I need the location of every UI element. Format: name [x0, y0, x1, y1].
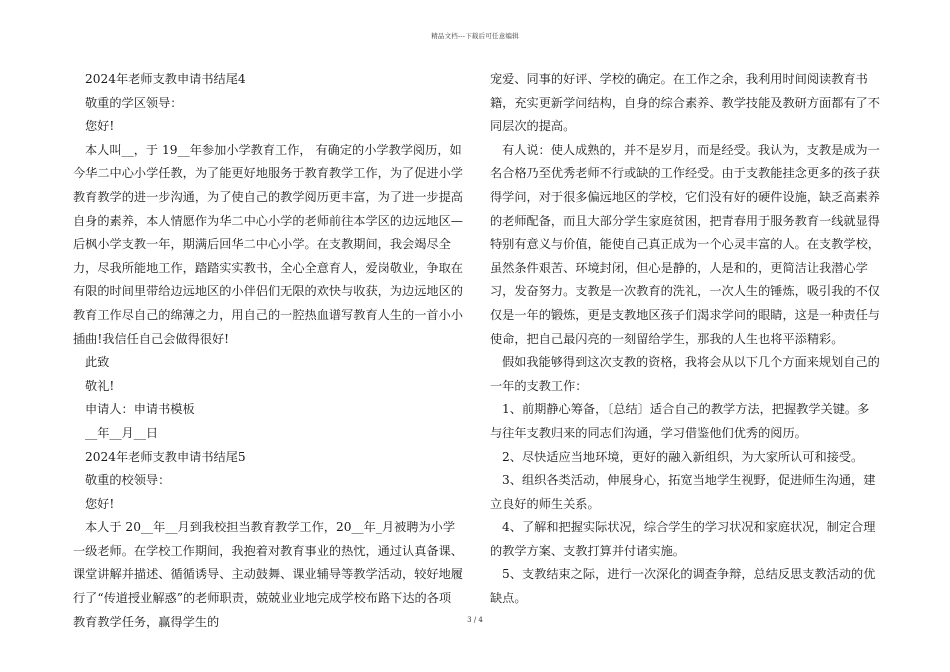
hello-5: 您好! — [85, 496, 115, 511]
greeting-5: 敬重的校领导： — [85, 473, 171, 488]
right-column — [490, 68, 880, 611]
closing-ci: 此致 — [85, 355, 110, 370]
plan-item-2: 2、尽快适应当地环境，更好的融入新组织，为大家所认可和接受。 — [502, 449, 864, 464]
plan-item-3: 3、组织各类活动，伸展身心，拓宽当地学生视野，促进师生沟通，建立良好的师生关系。 — [490, 473, 876, 511]
continued-paragraph: 宠爱、同事的好评、学校的确定。在工作之余，我利用时间阅读教育书籍，充实更新学问结构，自身的综合素养、教学技能及教研方面都有了不同层次的提高。 — [490, 72, 880, 134]
date-line: __年__月__日 — [85, 425, 159, 440]
plan-item-5: 5、支教结束之际，进行一次深化的调查争辩，总结反思支教活动的优缺点。 — [490, 567, 876, 606]
paragraph-plan-intro: 假如我能够得到这次支教的资格，我将会从以下几个方面来规划自己的一年的支教工作： — [490, 355, 880, 393]
page-number: 3 / 4 — [467, 616, 483, 624]
letter-body-4: 本人叫__，于 19__年参加小学教育工作， 有确定的小学教学阅历，如今华二中心小学任教，为了能更好地服务于教育教学工作，为了促进小学教育教学的进一步沟通，为了使自己的教学阅历更丰富，为了进一步提高自身的素养，本人情愿作为华二中心小学的老师前往本学区的边远地区—后枫小学支教一年，期满后回华二中心小学。在支教期间，我会竭尽全力，尽我所能地工作，踏踏实实教书，全心全意育人，爱岗敬业，争取在有限的时间里带给边远地区的小伴侣们无限的欢快与收获，为边远地区的教育工作尽自己的绵薄之力，用自己的一腔热血谱写教育人生的一首小小插曲!我信任自己会做得很好! — [73, 142, 463, 346]
letter-body-5: 本人于 20__年__月到我校担当教育教学工作，20__年_月被聘为小学一级老师。在学校工作期间，我抱着对教育事业的热忱，通过认真备课、课堂讲解并描述、循循诱导、主动鼓舞、课业辅导等教学活动，较好地履行了“传道授业解惑”的老师职责，兢兢业业地完成学校布路下达的各项教育教学任务，赢得学生的 — [73, 520, 463, 629]
greeting-4: 敬重的学区领导： — [85, 95, 183, 110]
left-column — [73, 68, 463, 634]
applicant-line: 申请人：申请书模板 — [85, 402, 195, 417]
letter-title-5: 2024年老师支教申请书结尾5 — [85, 449, 246, 464]
letter-title-4: 2024年老师支教申请书结尾4 — [85, 72, 246, 86]
plan-item-4: 4、了解和把握实际状况，综合学生的学习状况和家庭状况，制定合理的教学方案、支教打算并付诸实施。 — [490, 520, 876, 558]
closing-li: 敬礼! — [85, 378, 115, 393]
plan-item-1: 1、前期静心筹备，〔总结〕适合自己的教学方法，把握教学关键。多与往年支教归来的同志们沟通，学习借鉴他们优秀的阅历。 — [490, 402, 870, 440]
hello-4: 您好! — [85, 119, 115, 134]
page-header: 精品文档---下载后可任意编辑 — [431, 32, 519, 40]
paragraph-experience: 有人说：使人成熟的，并不是岁月，而是经受。我认为，支教是成为一名合格乃至优秀老师不行或缺的工作经受。由于支教能挂念更多的孩子获得学问，对于很多偏远地区的学校，它们没有好的硬件设施，缺乏高素养的老师配备，而且大部分学生家庭贫困，把青春用于服务教育一线就显得特别有意义与价值，能使自己真正成为一个心灵丰富的人。在支教学校，虽然条件艰苦、环境封闭，但心是静的，人是和的，更简洁让我潜心学习，发奋努力。支教是一次教育的洗礼，一次人生的锤炼，吸引我的不仅仅是一年的锻炼，更是支教地区孩子们渴求学问的眼睛，这是一种责任与使命，把自己最闪亮的一刻留给学生，那我的人生也将平添精彩。 — [490, 142, 880, 346]
